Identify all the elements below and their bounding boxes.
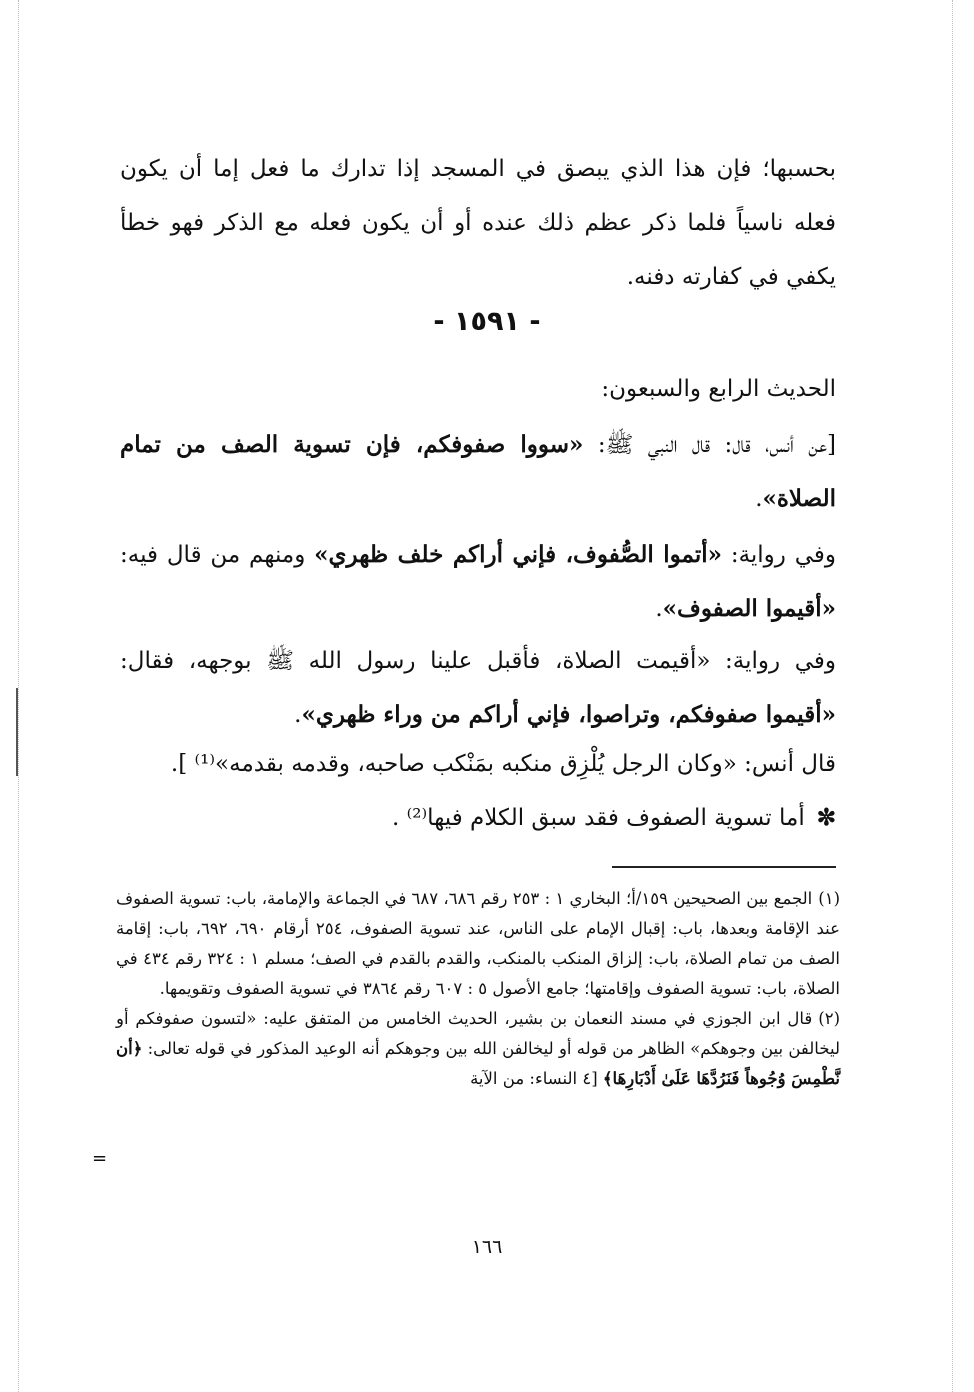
footnotes (116, 884, 840, 1094)
footnote-divider (612, 866, 836, 868)
hadith-number: - ١٥٩١ - (433, 306, 541, 337)
footnote-text: الجمع بين الصحيحين ١٥٩/أ؛ البخاري ١ : ٢٥٣ رقم ٦٨٦، ٦٨٧ في الجماعة والإمامة، باب: تسوية الصفوف عند الإقامة وبعدها، باب: إقبال الإمام على الناس، عند تسوية الصفوف، ٢٥٤ أرقام ٦٩٠، ٦٩٢، باب: إقامة الصف من تمام الصلاة، باب: إلزاق المنكب بالمنكب، والقدم بالقدم في الصف؛ مسلم ١ : ٣٢٤ رقم ٤٣٤ في الصلاة، باب: تسوية الصفوف وإقامتها؛ جامع الأصول ٥ : ٦٠٧ رقم ٣٨٦٤ في تسوية الصفوف وتقويمها. (116, 889, 840, 998)
scan-margin-left (18, 0, 21, 1392)
footnote-ayah: ﴿أن نَّطْمِسَ وُجُوهاً فَنَرُدَّهَا عَلَىٰ أَدْبَارِهَا﴾ (116, 1039, 840, 1088)
scan-artifact-line (16, 688, 18, 776)
riwaya2-prefix: وفي رواية: «أقيمت الصلاة، فأقبل علينا رسول الله ﷺ بوجهه، فقال: (120, 648, 836, 674)
continuation-mark: = (92, 1148, 108, 1169)
footnote-number: (١) (818, 889, 840, 908)
hadith-end: . (755, 486, 763, 512)
footnote-ayah-ref: [٤ النساء: من الآية (470, 1069, 603, 1088)
riwaya-paragraph-1 (120, 528, 836, 636)
riwaya1-quote-2: «أقيموا الصفوف» (662, 595, 836, 622)
riwaya-paragraph-2 (120, 634, 836, 742)
note-paragraph (120, 794, 836, 842)
hadith-paragraph (120, 418, 836, 526)
asterism-icon: ✼ (816, 804, 836, 831)
footnote-number: (٢) (818, 1009, 840, 1028)
section-heading: الحديث الرابع والسبعون: (601, 376, 836, 402)
riwaya1-end: . (655, 596, 663, 622)
hadith-quote: «سووا صفوفكم، فإن تسوية الصف من تمام الصلاة» (120, 431, 836, 512)
footnote-1 (116, 884, 840, 1004)
note-text: أما تسوية الصفوف فقد سبق الكلام فيها⁽²⁾ . (392, 805, 805, 831)
anas-paragraph: قال أنس: «وكان الرجل يُلْزِق منكبه بمَنْكب صاحبه، وقدمه بقدمه»⁽¹⁾ ]. (170, 751, 836, 777)
hadith-intro: [عن أنس، قال: قال النبي ﷺ: (583, 432, 836, 458)
page-number: ١٦٦ (471, 1236, 503, 1258)
riwaya1-middle: ومنهم من قال فيه: (120, 542, 315, 568)
riwaya1-quote-1: «أتموا الصُّفوف، فإني أراكم خلف ظهري» (314, 541, 722, 568)
riwaya1-prefix: وفي رواية: (721, 542, 837, 568)
footnote-2 (116, 1004, 840, 1094)
riwaya2-quote: «أقيموا صفوفكم، وتراصوا، فإني أراكم من وراء ظهري» (301, 701, 836, 728)
riwaya2-end: . (294, 702, 302, 728)
intro-paragraph: بحسبها؛ فإن هذا الذي يبصق في المسجد إذا تدارك ما فعل إما أن يكون فعله ناسياً فلما ذكر عظم ذلك عنده أو أن يكون فعله مع الذكر فهو خطأ يكفي في كفارته دفنه. (120, 156, 836, 290)
scan-margin-right (952, 0, 955, 1392)
footnote-text: قال ابن الجوزي في مسند النعمان بن بشير، الحديث الخامس من المتفق عليه: «لتسون صفوفكم أو ليخالفن بين وجوهكم» الظاهر من قوله أو ليخالفن الله بين وجوهكم أنه الوعيد المذكور في قوله تعالى: (116, 1009, 840, 1058)
